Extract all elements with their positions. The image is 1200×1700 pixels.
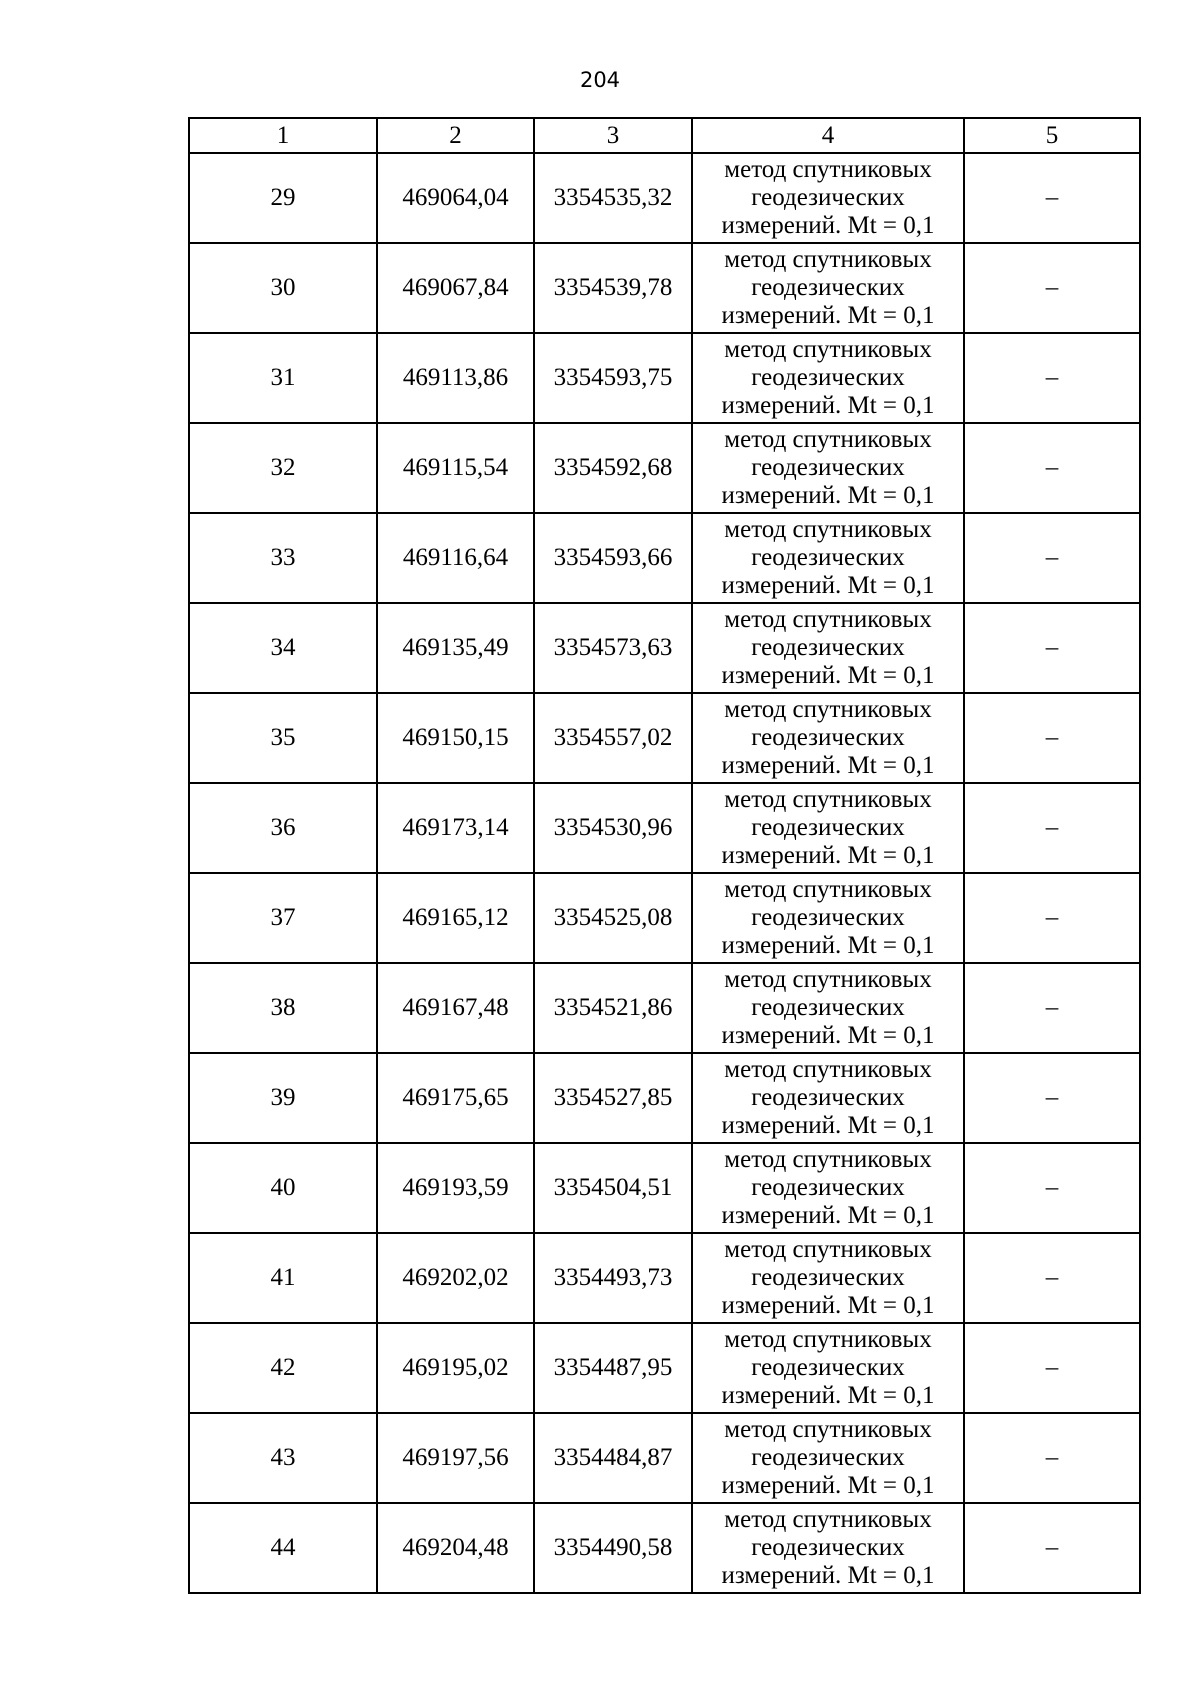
point-number-cell: 31 <box>189 333 377 423</box>
table-row <box>189 1503 1140 1593</box>
x-coordinate-cell: 469204,48 <box>377 1503 534 1593</box>
method-cell <box>692 513 964 603</box>
method-cell <box>692 603 964 693</box>
table-row <box>189 693 1140 783</box>
y-coordinate-cell: 3354521,86 <box>534 963 692 1053</box>
point-number-cell: 34 <box>189 603 377 693</box>
y-coordinate-cell: 3354593,75 <box>534 333 692 423</box>
table-row <box>189 1053 1140 1143</box>
method-text-line: геодезических <box>751 904 905 931</box>
x-coordinate-cell: 469067,84 <box>377 243 534 333</box>
table-body <box>189 153 1140 1593</box>
table-row <box>189 333 1140 423</box>
method-text-line: геодезических <box>751 1534 905 1561</box>
x-coordinate-cell: 469064,04 <box>377 153 534 243</box>
method-cell <box>692 1143 964 1233</box>
method-text-line: метод спутниковых <box>724 1056 932 1083</box>
point-number-cell: 36 <box>189 783 377 873</box>
method-cell <box>692 693 964 783</box>
header-col-1: 1 <box>189 118 377 153</box>
x-coordinate-cell: 469115,54 <box>377 423 534 513</box>
y-coordinate-cell: 3354535,32 <box>534 153 692 243</box>
x-coordinate-cell: 469150,15 <box>377 693 534 783</box>
table-row <box>189 513 1140 603</box>
header-col-5: 5 <box>964 118 1140 153</box>
method-cell <box>692 153 964 243</box>
remark-cell: – <box>964 423 1140 513</box>
x-coordinate-cell: 469197,56 <box>377 1413 534 1503</box>
table-row <box>189 1143 1140 1233</box>
y-coordinate-cell: 3354504,51 <box>534 1143 692 1233</box>
method-text-line: метод спутниковых <box>724 876 932 903</box>
method-text-line: измерений. Mt = 0,1 <box>721 1472 935 1499</box>
remark-cell: – <box>964 1143 1140 1233</box>
method-text-line: метод спутниковых <box>724 336 932 363</box>
x-coordinate-cell: 469173,14 <box>377 783 534 873</box>
remark-cell: – <box>964 1323 1140 1413</box>
remark-cell: – <box>964 1053 1140 1143</box>
point-number-cell: 44 <box>189 1503 377 1593</box>
y-coordinate-cell: 3354530,96 <box>534 783 692 873</box>
method-cell <box>692 1053 964 1143</box>
point-number-cell: 32 <box>189 423 377 513</box>
method-cell <box>692 963 964 1053</box>
table-row <box>189 603 1140 693</box>
method-text-line: геодезических <box>751 184 905 211</box>
table-row <box>189 153 1140 243</box>
point-number-cell: 40 <box>189 1143 377 1233</box>
method-text-line: геодезических <box>751 1354 905 1381</box>
x-coordinate-cell: 469193,59 <box>377 1143 534 1233</box>
point-number-cell: 43 <box>189 1413 377 1503</box>
method-text-line: геодезических <box>751 544 905 571</box>
table-row <box>189 243 1140 333</box>
table-row <box>189 1233 1140 1323</box>
method-cell <box>692 1323 964 1413</box>
point-number-cell: 30 <box>189 243 377 333</box>
y-coordinate-cell: 3354573,63 <box>534 603 692 693</box>
method-text-line: геодезических <box>751 454 905 481</box>
x-coordinate-cell: 469165,12 <box>377 873 534 963</box>
point-number-cell: 41 <box>189 1233 377 1323</box>
header-col-3: 3 <box>534 118 692 153</box>
remark-cell: – <box>964 783 1140 873</box>
method-text-line: метод спутниковых <box>724 1416 932 1443</box>
x-coordinate-cell: 469135,49 <box>377 603 534 693</box>
remark-cell: – <box>964 153 1140 243</box>
method-text-line: геодезических <box>751 274 905 301</box>
point-number-cell: 29 <box>189 153 377 243</box>
remark-cell: – <box>964 1233 1140 1323</box>
x-coordinate-cell: 469113,86 <box>377 333 534 423</box>
method-text-line: метод спутниковых <box>724 606 932 633</box>
method-text-line: измерений. Mt = 0,1 <box>721 1292 935 1319</box>
method-text-line: метод спутниковых <box>724 156 932 183</box>
table-row <box>189 1323 1140 1413</box>
method-text-line: измерений. Mt = 0,1 <box>721 842 935 869</box>
method-text-line: метод спутниковых <box>724 516 932 543</box>
method-text-line: измерений. Mt = 0,1 <box>721 572 935 599</box>
page-number: 204 <box>579 68 621 92</box>
method-text-line: измерений. Mt = 0,1 <box>721 212 935 239</box>
point-number-cell: 33 <box>189 513 377 603</box>
remark-cell: – <box>964 693 1140 783</box>
table-row <box>189 783 1140 873</box>
method-text-line: метод спутниковых <box>724 1146 932 1173</box>
method-text-line: геодезических <box>751 994 905 1021</box>
method-cell <box>692 1233 964 1323</box>
point-number-cell: 35 <box>189 693 377 783</box>
method-cell <box>692 1413 964 1503</box>
method-text-line: геодезических <box>751 634 905 661</box>
method-text-line: измерений. Mt = 0,1 <box>721 932 935 959</box>
y-coordinate-cell: 3354493,73 <box>534 1233 692 1323</box>
y-coordinate-cell: 3354592,68 <box>534 423 692 513</box>
remark-cell: – <box>964 603 1140 693</box>
method-text-line: геодезических <box>751 364 905 391</box>
point-number-cell: 39 <box>189 1053 377 1143</box>
y-coordinate-cell: 3354487,95 <box>534 1323 692 1413</box>
method-cell <box>692 333 964 423</box>
method-text-line: геодезических <box>751 814 905 841</box>
method-text-line: геодезических <box>751 1444 905 1471</box>
method-text-line: метод спутниковых <box>724 966 932 993</box>
remark-cell: – <box>964 963 1140 1053</box>
method-text-line: метод спутниковых <box>724 1236 932 1263</box>
method-text-line: измерений. Mt = 0,1 <box>721 1562 935 1589</box>
method-cell <box>692 243 964 333</box>
method-text-line: измерений. Mt = 0,1 <box>721 1022 935 1049</box>
method-text-line: измерений. Mt = 0,1 <box>721 1202 935 1229</box>
method-text-line: метод спутниковых <box>724 1326 932 1353</box>
method-text-line: геодезических <box>751 1264 905 1291</box>
x-coordinate-cell: 469175,65 <box>377 1053 534 1143</box>
method-text-line: метод спутниковых <box>724 426 932 453</box>
method-text-line: метод спутниковых <box>724 246 932 273</box>
y-coordinate-cell: 3354484,87 <box>534 1413 692 1503</box>
table-row <box>189 1413 1140 1503</box>
y-coordinate-cell: 3354525,08 <box>534 873 692 963</box>
x-coordinate-cell: 469116,64 <box>377 513 534 603</box>
table-row <box>189 963 1140 1053</box>
method-text-line: измерений. Mt = 0,1 <box>721 392 935 419</box>
method-text-line: измерений. Mt = 0,1 <box>721 662 935 689</box>
remark-cell: – <box>964 243 1140 333</box>
method-text-line: измерений. Mt = 0,1 <box>721 1382 935 1409</box>
header-col-2: 2 <box>377 118 534 153</box>
header-col-4: 4 <box>692 118 964 153</box>
method-text-line: геодезических <box>751 1174 905 1201</box>
table-row <box>189 423 1140 513</box>
coordinates-table <box>188 117 1141 1594</box>
remark-cell: – <box>964 333 1140 423</box>
point-number-cell: 38 <box>189 963 377 1053</box>
method-text-line: измерений. Mt = 0,1 <box>721 1112 935 1139</box>
method-cell <box>692 1503 964 1593</box>
method-text-line: метод спутниковых <box>724 1506 932 1533</box>
header-row <box>189 118 1140 153</box>
remark-cell: – <box>964 1413 1140 1503</box>
x-coordinate-cell: 469202,02 <box>377 1233 534 1323</box>
method-text-line: геодезических <box>751 724 905 751</box>
remark-cell: – <box>964 873 1140 963</box>
y-coordinate-cell: 3354593,66 <box>534 513 692 603</box>
y-coordinate-cell: 3354527,85 <box>534 1053 692 1143</box>
point-number-cell: 37 <box>189 873 377 963</box>
method-cell <box>692 783 964 873</box>
method-text-line: метод спутниковых <box>724 786 932 813</box>
method-text-line: измерений. Mt = 0,1 <box>721 752 935 779</box>
x-coordinate-cell: 469167,48 <box>377 963 534 1053</box>
x-coordinate-cell: 469195,02 <box>377 1323 534 1413</box>
table-row <box>189 873 1140 963</box>
y-coordinate-cell: 3354557,02 <box>534 693 692 783</box>
table-header <box>189 118 1140 153</box>
method-cell <box>692 873 964 963</box>
remark-cell: – <box>964 1503 1140 1593</box>
method-text-line: измерений. Mt = 0,1 <box>721 302 935 329</box>
method-cell <box>692 423 964 513</box>
y-coordinate-cell: 3354539,78 <box>534 243 692 333</box>
y-coordinate-cell: 3354490,58 <box>534 1503 692 1593</box>
remark-cell: – <box>964 513 1140 603</box>
method-text-line: измерений. Mt = 0,1 <box>721 482 935 509</box>
method-text-line: геодезических <box>751 1084 905 1111</box>
method-text-line: метод спутниковых <box>724 696 932 723</box>
point-number-cell: 42 <box>189 1323 377 1413</box>
